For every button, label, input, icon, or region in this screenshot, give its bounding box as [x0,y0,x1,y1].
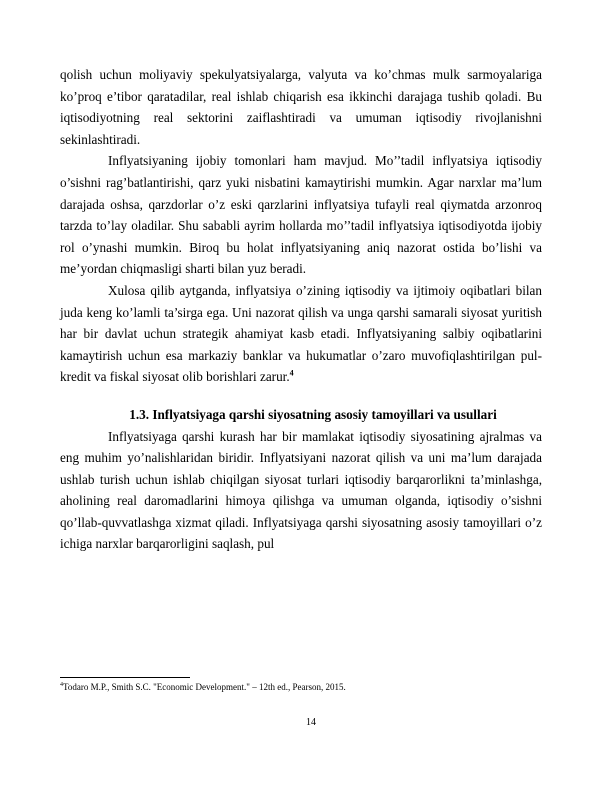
footnote-reference[interactable]: 4 [289,368,294,378]
section-heading: 1.3. Inflyatsiyaga qarshi siyosatning asosiy tamoyillari va usullari [129,406,497,422]
paragraph-conclusion [60,280,542,388]
paragraph-positive-aspects: Inflyatsiyaning ijobiy tomonlari ham mavjud. Mo’’tadil inflyatsiya iqtisodiy o’sishni rag’batlantirishi, qarz yuki nisbatini kamaytirishi mumkin. Agar narxlar ma’lum darajada oshsa, qarzdorlar o’z eski qarzlarini inflyatsiya tufayli real qiymatda arzonroq tarzda to’lay oladilar. Shu sababli ayrim hollarda mo’’tadil inflyatsiya iqtisodiyotda ijobiy rol o’ynashi mumkin. Biroq bu holat inflyatsiyaning aniq nazorat ostida bo’lishi va me’yordan chiqmasligi sharti bilan yuz beradi. [60,153,542,277]
paragraph-section-intro: Inflyatsiyaga qarshi kurash har bir mamlakat iqtisodiy siyosatining ajralmas va eng muhim yo’nalishlaridan biridir. Inflyatsiyani nazorat qilish va uni ma’lum darajada ushlab turish uchun ishlab chiqilgan siyosat turlari iqtisodiy barqarorlikni ta’minlashga, aholining real daromadlarini himoya qilishga va umuman olganda, iqtisodiy o’sishni qo’llab-quvvatlashga xizmat qiladi. Inflyatsiyaga qarshi siyosatning asosiy tamoyillari o’z ichiga narxlar barqarorligini saqlash, pul [60,428,542,552]
footnote [60,681,542,693]
footnote-separator [60,677,190,678]
page-number: 14 [306,717,316,728]
footnote-text: Todaro M.P., Smith S.C. "Economic Development." – 12th ed., Pearson, 2015. [63,682,346,692]
paragraph-conclusion-text: Xulosa qilib aytganda, inflyatsiya o’zining iqtisodiy va ijtimoiy oqibatlari bilan juda keng ko’lamli ta’sirga ega. Uni nazorat qilish va unga qarshi samarali siyosat yuritish har bir davlat uchun strategik ahamiyat kasb etadi. Inflyatsiyaning salbiy oqibatlarini kamaytirish uchun esa markaziy banklar va hukumatlar o’zaro muvofiqlashtirilgan pul-kredit va fiskal siyosat olib borishlari zarur. [60,282,542,385]
paragraph-continuation: qolish uchun moliyaviy spekulyatsiyalarga, valyuta va ko’chmas mulk sarmoyalariga ko’proq e’tibor qaratadilar, real ishlab chiqarish esa ikkinchi darajaga tushib qoladi. Bu iqtisodiyotning real sektorini zaiflashtiradi va umuman iqtisodiy rivojlanishni sekinlashtiradi. [60,67,542,147]
footnote-marker: 4 [60,682,63,688]
page-body [60,64,542,555]
